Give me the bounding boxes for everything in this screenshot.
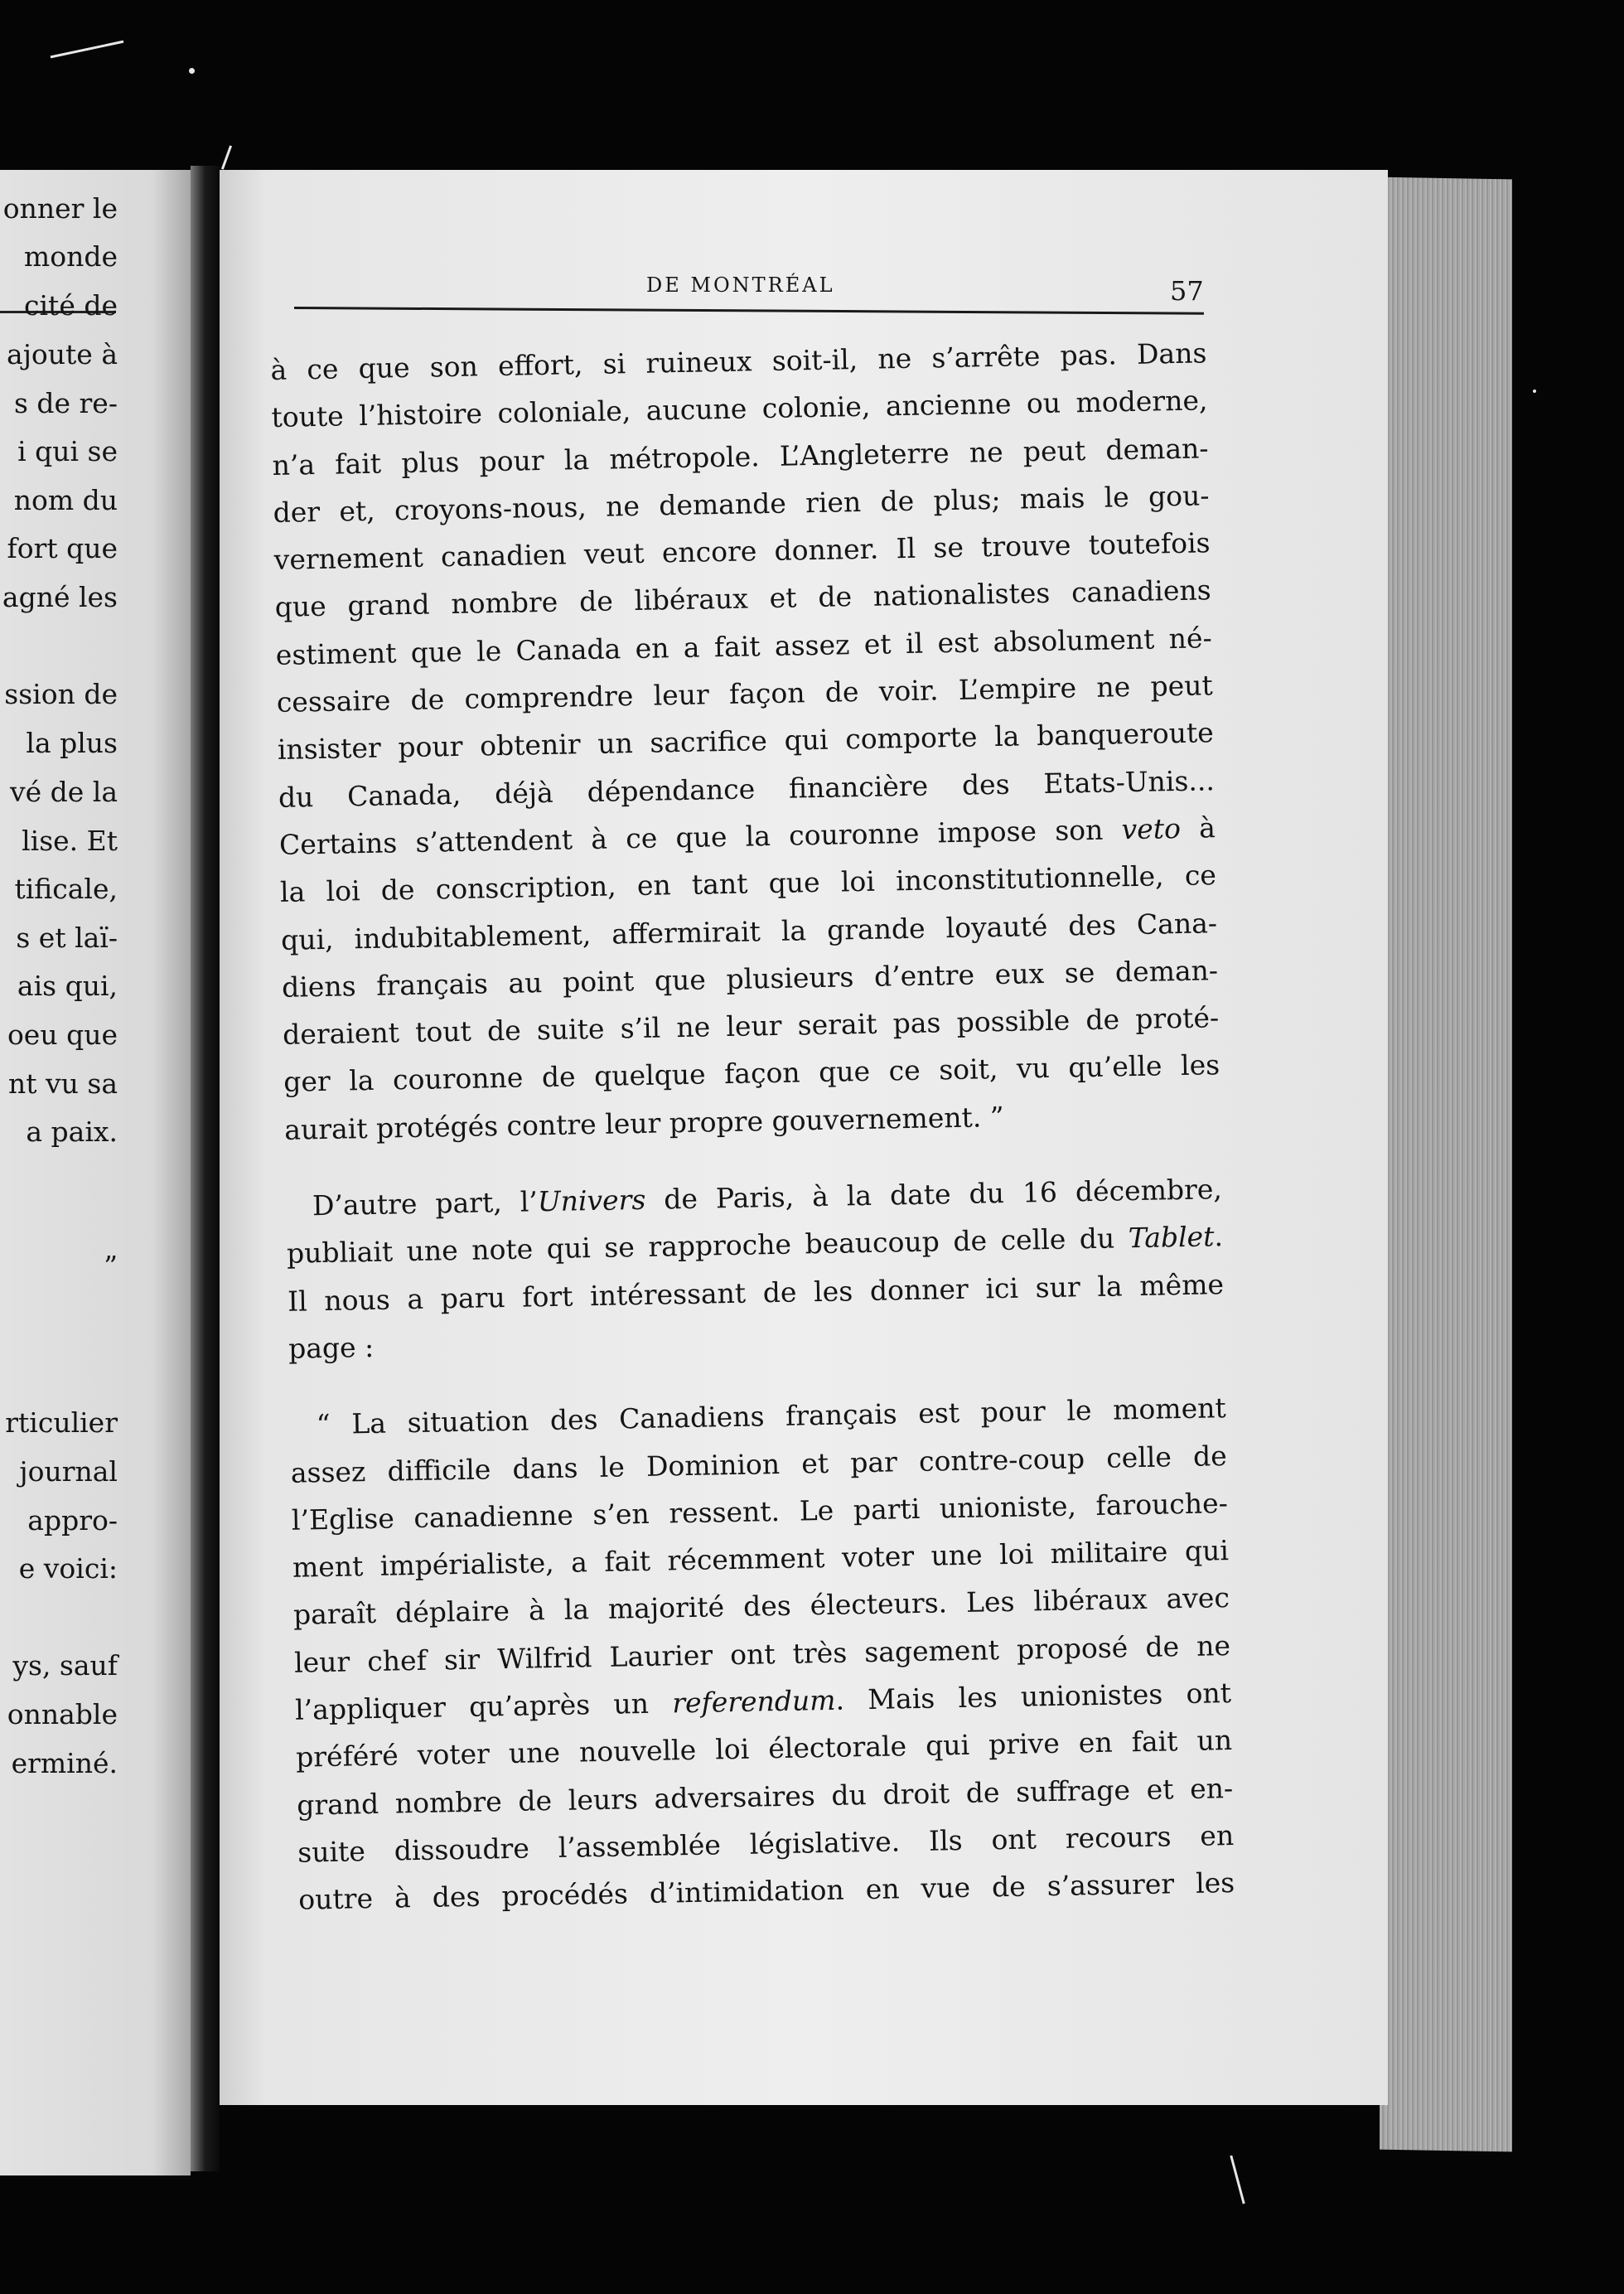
left-page-line: rticulier — [5, 1406, 118, 1439]
left-page-line: cité de — [24, 289, 118, 322]
left-page-line: ajoute à — [7, 338, 118, 370]
text-line: ment impérialiste, a fait récemment voter une loi militaire qui — [292, 1534, 1230, 1584]
left-page-line: appro- — [27, 1504, 118, 1537]
left-page-line: fort que — [7, 532, 118, 564]
left-page-line: ais qui, — [17, 970, 118, 1002]
left-page-line: la plus — [26, 727, 118, 759]
text-line: aurait protégés contre leur propre gouvernement. ” — [283, 1100, 1004, 1146]
text-line: Certains s’attendent à ce que la couronne impose son veto à — [278, 811, 1216, 861]
scan-speck — [1533, 390, 1536, 393]
text-line: publiait une note qui se rapproche beaucoup de celle du Tablet. — [286, 1220, 1224, 1270]
text-line: “ La situation des Canadiens français est pour le moment — [316, 1391, 1227, 1441]
text-line: n’a fait plus pour la métropole. L’Angleterre ne peut deman- — [272, 431, 1209, 482]
text-line: D’autre part, l’Univers de Paris, à la date du 16 décembre, — [312, 1173, 1223, 1222]
left-page-line: agné les — [2, 581, 118, 613]
text-line: que grand nombre de libéraux et de nationalistes canadiens — [274, 574, 1211, 624]
text-line: cessaire de comprendre leur façon de voir. L’empire ne peut — [276, 669, 1214, 719]
text-line: deraient tout de suite s’il ne leur serait pas possible de proté- — [282, 1001, 1220, 1052]
scan-speck — [221, 145, 232, 169]
text-line: l’Eglise canadienne s’en ressent. Le parti unioniste, farouche- — [291, 1486, 1229, 1537]
left-page-line: ” — [104, 1250, 118, 1282]
text-line: suite dissoudre l’assemblée législative. Ils ont recours en — [297, 1818, 1235, 1869]
left-page-line: vé de la — [9, 776, 118, 808]
text-line: grand nombre de leurs adversaires du droit de suffrage et en- — [296, 1771, 1234, 1822]
left-page-line: e voici: — [18, 1552, 118, 1585]
book-page-edges — [1380, 177, 1512, 2152]
left-page-line: oeu que — [7, 1019, 118, 1051]
left-page-line: a paix. — [26, 1116, 118, 1148]
text-line: qui, indubitablement, affermirait la grande loyauté des Cana- — [280, 906, 1218, 956]
text-line: assez difficile dans le Dominion et par contre-coup celle de — [290, 1439, 1228, 1489]
text-line: à ce que son effort, si ruineux soit-il, ne s’arrête pas. Dans — [270, 336, 1207, 386]
left-page-line: s de re- — [13, 387, 118, 419]
left-page-line: nt vu sa — [8, 1067, 118, 1100]
scan-speck — [1230, 2156, 1245, 2204]
left-page-line: onner le — [2, 192, 118, 225]
text-line: estiment que le Canada en a fait assez et il est absolument né- — [275, 622, 1212, 671]
left-page-line: ssion de — [4, 678, 118, 710]
text-line: vernement canadien veut encore donner. Il se trouve toutefois — [273, 526, 1211, 577]
left-page-line: lise. Et — [22, 825, 118, 857]
running-head: DE MONTRÉAL — [646, 273, 835, 297]
text-line: Il nous a paru fort intéressant de les donner ici sur la même — [287, 1267, 1225, 1318]
left-page-line: s et laï- — [16, 922, 118, 954]
book-gutter — [191, 166, 220, 2171]
left-page-line: i qui se — [17, 435, 118, 467]
text-line: diens français au point que plusieurs d’entre eux se deman- — [281, 954, 1219, 1004]
left-page-line: onnable — [7, 1698, 118, 1730]
text-line: ger la couronne de quelque façon que ce soit, vu qu’elle les — [283, 1048, 1220, 1099]
left-page-line: tificale, — [14, 873, 118, 905]
text-line: page : — [288, 1330, 375, 1365]
scan-speck — [51, 41, 124, 59]
text-line: paraît déplaire à la majorité des électeurs. Les libéraux avec — [292, 1581, 1230, 1632]
text-line: du Canada, déjà dépendance financière des Etats-Unis... — [278, 763, 1216, 814]
text-line: der et, croyons-nous, ne demande rien de plus; mais le gou- — [273, 479, 1210, 529]
left-page-line: erminé. — [11, 1747, 118, 1779]
text-line: outre à des procédés d’intimidation en vue de s’assurer les — [297, 1866, 1235, 1916]
text-line: la loi de conscription, en tant que loi inconstitutionnelle, ce — [279, 859, 1217, 909]
text-line: préféré voter une nouvelle loi électorale qui prive en fait un — [295, 1724, 1233, 1774]
scan-speck — [189, 68, 195, 74]
page-body-text — [270, 329, 1235, 1924]
left-page-line: nom du — [13, 484, 118, 516]
left-page-line: journal — [19, 1455, 118, 1488]
text-line: insister pour obtenir un sacrifice qui comporte la banqueroute — [277, 716, 1215, 767]
left-page-line: monde — [23, 240, 118, 273]
text-line: toute l’histoire coloniale, aucune colonie, ancienne ou moderne, — [271, 384, 1208, 434]
left-page-line: ys, sauf — [12, 1649, 118, 1682]
page-number: 57 — [1170, 275, 1204, 307]
text-line: l’appliquer qu’après un referendum. Mais les unionistes ont — [294, 1677, 1232, 1726]
text-line: leur chef sir Wilfrid Laurier ont très sagement proposé de ne — [293, 1629, 1231, 1679]
left-page-fragment — [0, 170, 191, 2175]
